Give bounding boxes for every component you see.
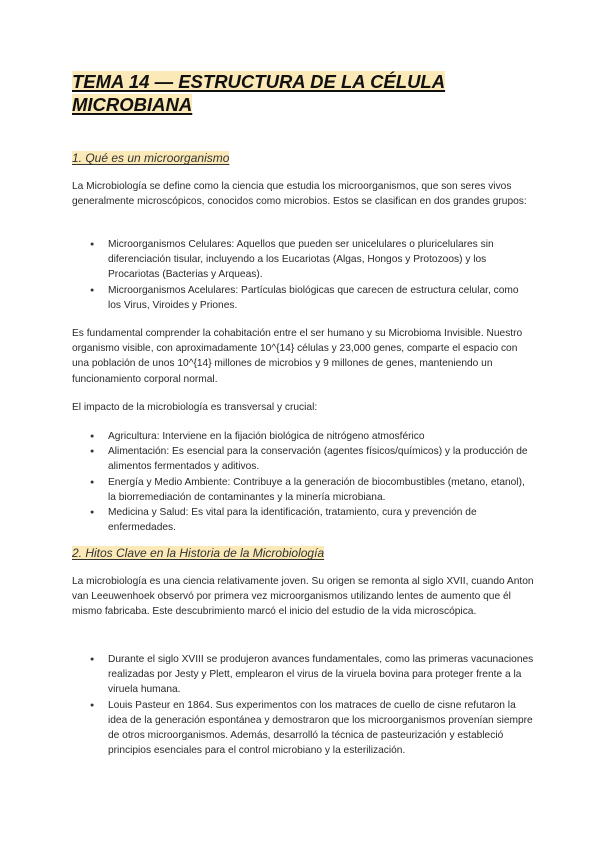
list-item: ● Agricultura: Interviene en la fijación biológica de nitrógeno atmosférico: [72, 429, 534, 444]
section-1-intro: La Microbiología se define como la ciencia que estudia los microorganismos, que son seres vivos generalmente microscópicos, conocidos como microbios. Estos se clasifican en dos grandes grupos:: [72, 181, 527, 208]
list-item: ● Energía y Medio Ambiente: Contribuye a la generación de biocombustibles (metano, etanol), la biorremediación de contaminantes y la minería microbiana.: [72, 475, 534, 505]
milestones-list: [72, 652, 534, 758]
list-item: ● Medicina y Salud: Es vital para la identificación, tratamiento, cura y prevención de enfermedades.: [72, 505, 534, 535]
impact-list: [72, 429, 534, 535]
impact-intro: El impacto de la microbiología es transversal y crucial:: [72, 402, 318, 413]
section-2-heading: [72, 545, 532, 561]
microorganism-groups-list: [72, 237, 534, 313]
section-1-heading-text: 1. Qué es un microorganismo: [72, 151, 230, 165]
section-2-heading-text: 2. Hitos Clave en la Historia de la Microbiología: [72, 546, 325, 560]
list-item: ● Microorganismos Celulares: Aquellos que pueden ser unicelulares o pluricelulares sin diferenciación tisular, incluyendo a los Eucariotas (Algas, Hongos y Protozoos) y los Procariotas (Bacterias y Arqueas).: [72, 237, 534, 283]
list-item: ● Louis Pasteur en 1864. Sus experimentos con los matraces de cuello de cisne refutaron la idea de la generación espontánea y demostraron que los microorganismos provenían siempre de otros microorganismos. Además, desarrolló la técnica de pasteurización y estableció principios esenciales para el control microbiano y la esterilización.: [72, 698, 534, 759]
microbiome-paragraph: Es fundamental comprender la cohabitación entre el ser humano y su Microbioma Invisible. Nuestro organismo visible, con aproximadamente 10^{14} células y 23,000 genes, comparte el espacio con una población de unos 10^{14} millones de microbios y 9 millones de genes, manteniendo un funcionamiento corporal normal.: [72, 328, 523, 385]
section-1-heading: [72, 150, 532, 166]
document-title: [72, 70, 532, 116]
list-item: ● Alimentación: Es esencial para la conservación (agentes físicos/químicos) y la producción de alimentos fermentados y aditivos.: [72, 444, 534, 474]
list-item: ● Durante el siglo XVIII se produjeron avances fundamentales, como las primeras vacunaciones realizadas por Jesty y Plett, emplearon el virus de la viruela bovina para proteger frente a la viruela humana.: [72, 652, 534, 698]
section-2-intro: La microbiología es una ciencia relativamente joven. Su origen se remonta al siglo XVII, cuando Anton van Leeuwenhoek observó por primera vez microorganismos utilizando lentes de aumento que él mismo fabricaba. Este descubrimiento marcó el inicio del estudio de la vida microscópica.: [72, 576, 534, 618]
document-title-text: TEMA 14 — ESTRUCTURA DE LA CÉLULA MICROBIANA: [72, 71, 446, 115]
list-item: ● Microorganismos Acelulares: Partículas biológicas que carecen de estructura celular, como los Virus, Viroides y Priones.: [72, 283, 534, 313]
